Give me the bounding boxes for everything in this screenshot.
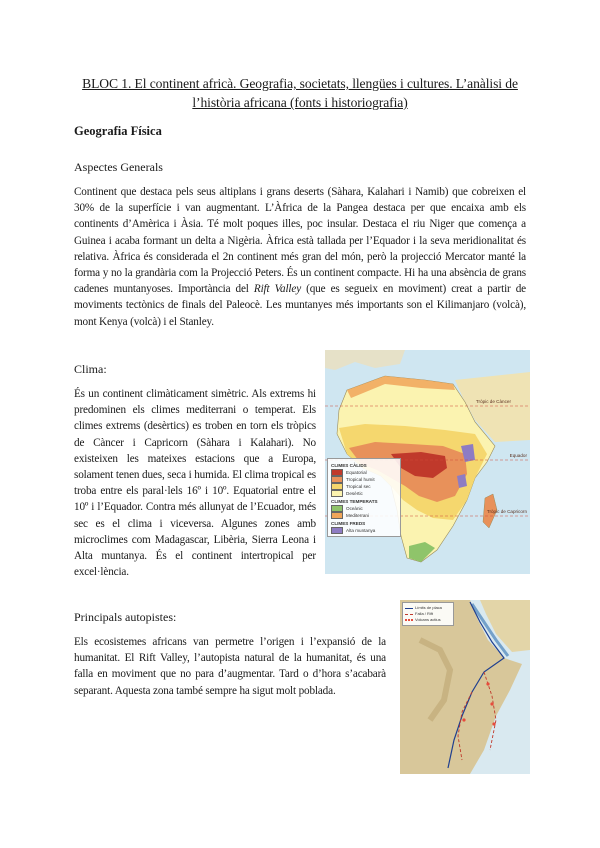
legend-swatch xyxy=(331,527,343,534)
legend-swatch xyxy=(331,512,343,519)
rift-legend-item xyxy=(405,617,451,623)
climate-map-legend xyxy=(327,458,401,537)
general-paragraph xyxy=(74,184,526,330)
tropic-cancer-label: Tròpic de Càncer xyxy=(475,399,511,404)
legend-item xyxy=(331,527,397,534)
legend-label: Alta muntanya xyxy=(346,528,376,533)
legend-item xyxy=(331,490,397,497)
legend-group-title: CLIMES CÀLIDS xyxy=(331,463,367,468)
legend-item xyxy=(331,505,397,512)
legend-label: Desèrtic xyxy=(346,491,363,496)
legend-label: Mediterrani xyxy=(346,513,369,518)
legend-swatch xyxy=(331,505,343,512)
rift-legend-label: Falla / Rift xyxy=(415,611,434,616)
rift-map-figure xyxy=(400,600,530,774)
legend-label: Oceànic xyxy=(346,506,363,511)
rift-map-legend xyxy=(402,602,454,626)
legend-item xyxy=(331,483,397,490)
rift-legend-label: Límits de placa xyxy=(415,605,442,610)
legend-item xyxy=(331,469,397,476)
legend-swatch xyxy=(331,490,343,497)
legend-label: Tropical humit xyxy=(346,477,375,482)
legend-swatch xyxy=(331,483,343,490)
general-text-a: Continent que destaca pels seus altiplans i grans deserts (Sàhara, Kalahari i Namib) que cobreixen el 30% de la superfície i van augmentant. L’Àfrica de la Pangea destaca per que encaixa amb els continents d’Amèrica i Àsia. Té molt poques illes, poc insular. Destaca el riu Niger que comença a Guinea i acaba formant un delta a Nigèria. Àfrica està tallada per l’Equador i la seva meridionalitat és relativa. Àfrica és considerada el 2n continent més gran del món, però la projecció Mercator manté la forma y no la grandària com la Projecció Peters. És un continent compacte. Hi ha una absència de grans cadenes muntanyoses. Importància del xyxy=(74,186,526,296)
legend-label: Tropical sec xyxy=(346,484,371,489)
autopistes-paragraph: Els ecosistemes africans van permetre l’origen i l’expansió de la humanitat. El Rift Valley, l’autopista natural de la humanitat, és una falla en moviment que no para d’augmentar. Tard o d’hora s’acabarà separant. Aquesta zona també sempre ha sigut molt poblada. xyxy=(74,636,386,697)
section-heading: Geografia Física xyxy=(74,124,162,138)
climate-paragraph: És un continent climàticament simètric. Als extrems hi predominen els climes mediterrani o temperat. Els climes extrems (desèrtics) es troben en torn els tròpics de Càncer i Capricorn (Sàhara i Kalahari). No existeixen les mateixes estacions que a Europa, solament tenen dues, seca i humida. El clima tropical es troba entre els paral·lels 16º i 10º. Equatorial entre el 10º i l’Equador. Contra més allunyat de l’Ecuador, més sec es el clima i viceversa. Algunes zones amb microclimes com Madagascar, Libèria, Sierra Leona i Alta muntanya. És el continent intertropical per excel·lència. xyxy=(74,388,316,579)
legend-item xyxy=(331,476,397,483)
legend-swatch xyxy=(331,476,343,483)
document-title: BLOC 1. El continent africà. Geografia, societats, llengües i cultures. L’anàlisi de l’història africana (fonts i historiografia) xyxy=(82,76,518,110)
rift-legend-label: Volcans actius xyxy=(415,617,441,622)
tropic-capricorn-label: Tròpic de Capricorn xyxy=(486,509,527,514)
legend-swatch xyxy=(331,469,343,476)
volcano-marker xyxy=(492,722,495,725)
autopistes-heading: Principals autopistes: xyxy=(74,610,177,624)
legend-group-title: CLIMES FREDS xyxy=(331,521,366,526)
rift-valley-emphasis: Rift Valley xyxy=(253,283,302,296)
volcano-marker xyxy=(486,682,489,685)
volcano-marker xyxy=(490,702,493,705)
rift-legend-swatch xyxy=(405,614,413,615)
equator-label: Equador xyxy=(509,453,527,458)
climate-heading: Clima: xyxy=(74,362,107,376)
legend-item xyxy=(331,512,397,519)
general-text-b: (que es segueix en moviment) creat a partir de moviments tectònics de finals del Paleocè. Les muntanyes més importants son el Kilimanjaro (volcà), mont Kenya (volcà) i el Stanley. xyxy=(74,283,526,328)
rift-legend-swatch xyxy=(405,608,413,609)
legend-group-title: CLIMES TEMPERATS xyxy=(331,499,378,504)
volcano-marker xyxy=(462,718,465,721)
rift-legend-swatch xyxy=(405,619,413,621)
africa-climate-map xyxy=(325,350,530,574)
general-heading: Aspectes Generals xyxy=(74,160,163,174)
legend-label: Equatorial xyxy=(346,470,367,475)
rift-valley-map xyxy=(400,600,530,774)
